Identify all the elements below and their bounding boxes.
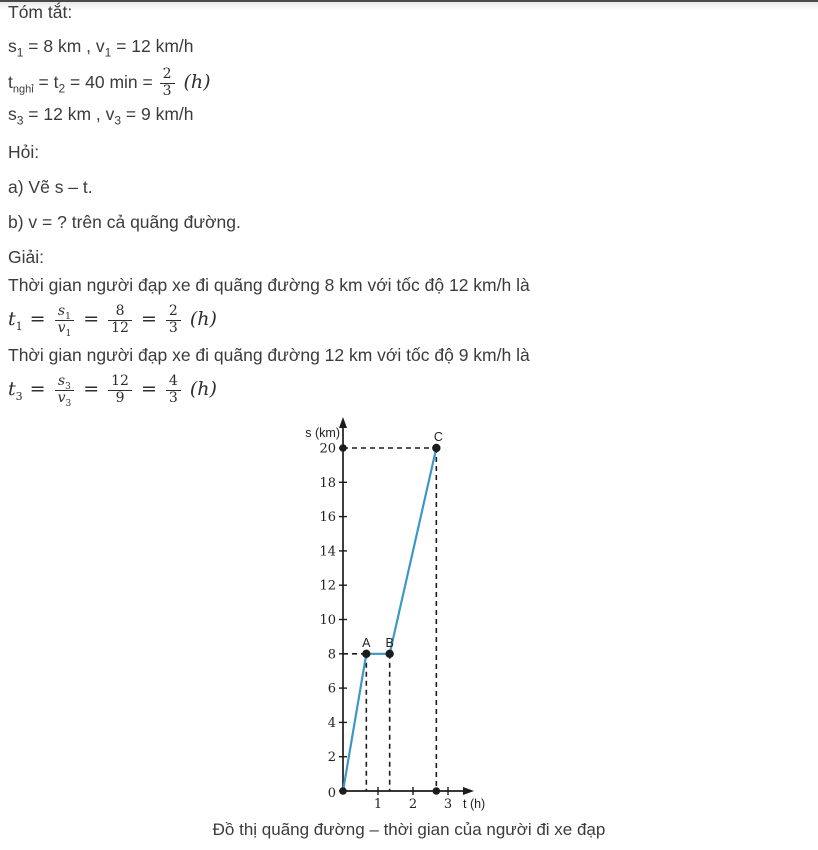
x-axis-arrow-icon (463, 787, 474, 795)
question-heading: Hỏi: (8, 142, 40, 162)
unit-hours: (h) (189, 378, 217, 401)
chart-container (300, 416, 500, 816)
fraction: $\frac{s_1}{v_1}$ (55, 304, 75, 336)
y-tick-label: 6 (327, 681, 336, 697)
x-axis-label: t (h) (463, 797, 486, 811)
x-tick-label: 1 (373, 797, 383, 812)
y-axis-arrow-icon (339, 417, 347, 428)
question-item-a: a) Vẽ s – t. (8, 177, 93, 197)
x-tick-label: 3 (443, 797, 453, 812)
y-tick-label: 2 (327, 750, 336, 766)
given-s3-line: $s_3 = 12$ km , $v_3 = 9$ km/h (8, 104, 194, 128)
y-tick-label: 18 (319, 475, 336, 491)
axis-dot (339, 444, 347, 452)
y-tick-label: 8 (327, 647, 336, 663)
equation-t1: $t_1$ = $\frac{s_1}{v_1}$ = $\frac{8}{12}$ = $\frac{2}{3}$ (h) (8, 303, 217, 339)
top-divider-shadow (0, 2, 818, 11)
point-label: B (385, 635, 394, 650)
y-tick-label: 12 (319, 578, 336, 594)
fraction: $\frac{2}{3}$ (160, 67, 175, 99)
equation-t3: $t_3$ = $\frac{s_3}{v_3}$ = $\frac{12}{9}$ = $\frac{4}{3}$ (h) (8, 373, 217, 409)
given-rest-time-line: $t_{nghỉ} = t_2 = 40$ min = $\frac{2}{3}$ (h) (8, 66, 211, 99)
x-tick-label: 2 (408, 797, 418, 812)
fraction: $\frac{8}{12}$ (108, 304, 132, 336)
data-point (385, 650, 393, 658)
solution-heading: Giải: (8, 247, 44, 267)
data-point (362, 650, 370, 658)
point-label: C (433, 430, 443, 444)
y-tick-label: 14 (319, 544, 336, 560)
data-point (432, 444, 440, 452)
distance-time-chart (300, 416, 500, 816)
solution-text-2: Thời gian người đạp xe đi quãng đường 12 km với tốc độ 9 km/h là (8, 345, 530, 365)
fraction: $\frac{2}{3}$ (166, 304, 181, 336)
axis-dot (433, 787, 441, 795)
origin-label: 0 (327, 786, 336, 801)
point-label: A (362, 635, 371, 650)
chart-caption: Đồ thị quãng đường – thời gian của người đi xe đạp (212, 820, 606, 839)
solution-text-1: Thời gian người đạp xe đi quãng đường 8 km với tốc độ 12 km/h là (8, 275, 530, 295)
given-s1-line: $s_1 = 8$ km , $v_1 = 12$ km/h (8, 36, 194, 60)
y-tick-label: 4 (327, 715, 336, 731)
summary-heading: Tóm tắt: (8, 2, 73, 22)
fraction: $\frac{4}{3}$ (166, 374, 181, 406)
y-tick-label: 10 (319, 613, 336, 628)
y-axis-label: s (km) (305, 426, 340, 440)
fraction: $\frac{12}{9}$ (108, 374, 132, 406)
axis-dot (339, 787, 347, 795)
question-item-b: b) v = ? trên cả quãng đường. (8, 212, 241, 232)
y-tick-label: 20 (319, 441, 336, 457)
y-tick-label: 16 (319, 510, 336, 526)
unit-hours: (h) (183, 70, 211, 93)
fraction: $\frac{s_3}{v_3}$ (55, 374, 75, 406)
unit-hours: (h) (189, 308, 217, 331)
